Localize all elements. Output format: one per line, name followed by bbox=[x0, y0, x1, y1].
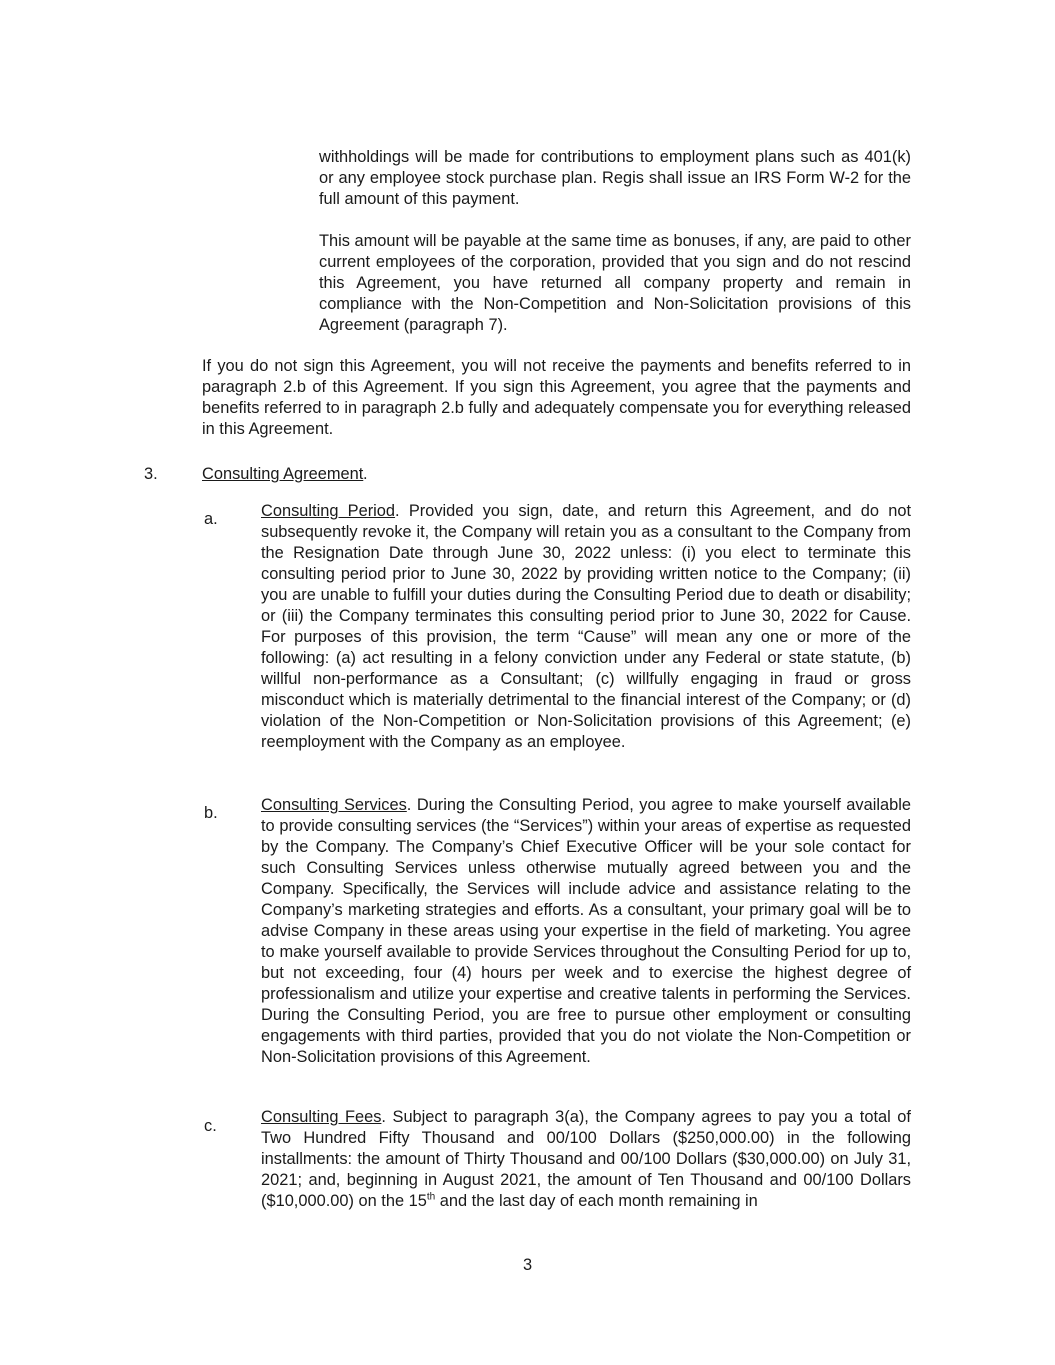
if-not-sign-paragraph: If you do not sign this Agreement, you will not receive the payments and benefits referred to in paragraph 2.b of this Agreement. If you sign this Agreement, you agree that the payments and benefits referred to in paragraph 2.b fully and adequately compensate you for everything released in this Agreement. bbox=[202, 357, 911, 438]
consulting-fees-text: . Subject to paragraph 3(a), the Company agrees to pay you a total of Two Hundred Fifty Thousand and 00/100 Dollars ($250,000.00) in the following installments: the amount of Thirty Thousand and 00/100 Dollars ($30,000.00) on July 31, 2021; and, beginning in August 2021, the amount of Ten Thousand and 00/100 Dollars ($10,000.00) on the 15 bbox=[261, 1108, 911, 1210]
consulting-fees-paragraph bbox=[261, 1107, 911, 1212]
section-number: 3. bbox=[144, 465, 158, 483]
consulting-services-heading: Consulting Services bbox=[261, 796, 407, 814]
section-title bbox=[202, 464, 363, 485]
consulting-period-heading: Consulting Period bbox=[261, 502, 396, 520]
consulting-fees-heading: Consulting Fees bbox=[261, 1108, 382, 1126]
payable-paragraph: This amount will be payable at the same time as bonuses, if any, are paid to other current employees of the corporation, provided that you sign and do not rescind this Agreement, you have returned all company property and remain in compliance with the Non-Competition and Non-Solicitation provisions of this Agreement (paragraph 7). bbox=[319, 232, 911, 334]
consulting-period-text: . Provided you sign, date, and return this Agreement, and do not subsequently revoke it, the Company will retain you as a consultant to the Company from the Resignation Date through June 30, 2022 unless: (i) you elect to terminate this consulting period prior to June 30, 2022 by providing written notice to the Company; (ii) you are unable to fulfill your duties during the Consulting Period due to death or disability; or (iii) the Company terminates this consulting period prior to June 30, 2022 for Cause. For purposes of this provision, the term “Cause” will mean any one or more of the following: (a) act resulting in a felony conviction under any Federal or state statute, (b) willful non-performance as a Consultant; (c) willfully engaging in fraud or gross misconduct which is materially detrimental to the financial interest of the Company; or (d) violation of the Non-Competition or Non-Solicitation provisions of this Agreement; (e) reemployment with the Company as an employee. bbox=[261, 502, 911, 751]
consulting-services-paragraph bbox=[261, 795, 911, 1068]
withholdings-paragraph: withholdings will be made for contributions to employment plans such as 401(k) or any employee stock purchase plan. Regis shall issue an IRS Form W-2 for the full amount of this payment. bbox=[319, 148, 911, 208]
page-number: 3 bbox=[522, 1256, 533, 1274]
ordinal-superscript: th bbox=[426, 1191, 436, 1203]
consulting-services-text: . During the Consulting Period, you agree to make yourself available to provide consulting services (the “Services”) within your areas of expertise as requested by the Company. The Company’s Chief Executive Officer will be your sole contact for such Consulting Services unless otherwise mutually agreed between you and the Company. Specifically, the Services will include advice and assistance relating to the Company’s marketing strategies and efforts. As a consultant, your primary goal will be to advise Company in these areas using your expertise in the field of marketing. You agree to make yourself available to provide Services throughout the Consulting Period for up to, but not exceeding, four (4) hours per week and to exercise the highest degree of professionalism and utilize your expertise and creative talents in performing the Services. During the Consulting Period, you are free to pursue other employment or consulting engagements with third parties, provided that you do not violate the Non-Competition or Non-Solicitation provisions of this Agreement. bbox=[261, 796, 911, 1066]
item-c-letter: c. bbox=[204, 1117, 217, 1135]
section-title-period: . bbox=[363, 465, 368, 483]
consulting-period-paragraph bbox=[261, 501, 911, 753]
item-b-letter: b. bbox=[204, 804, 218, 822]
item-a-letter: a. bbox=[204, 510, 218, 528]
consulting-fees-text-after: and the last day of each month remaining in bbox=[435, 1192, 758, 1210]
section-title-text: Consulting Agreement bbox=[202, 465, 364, 483]
